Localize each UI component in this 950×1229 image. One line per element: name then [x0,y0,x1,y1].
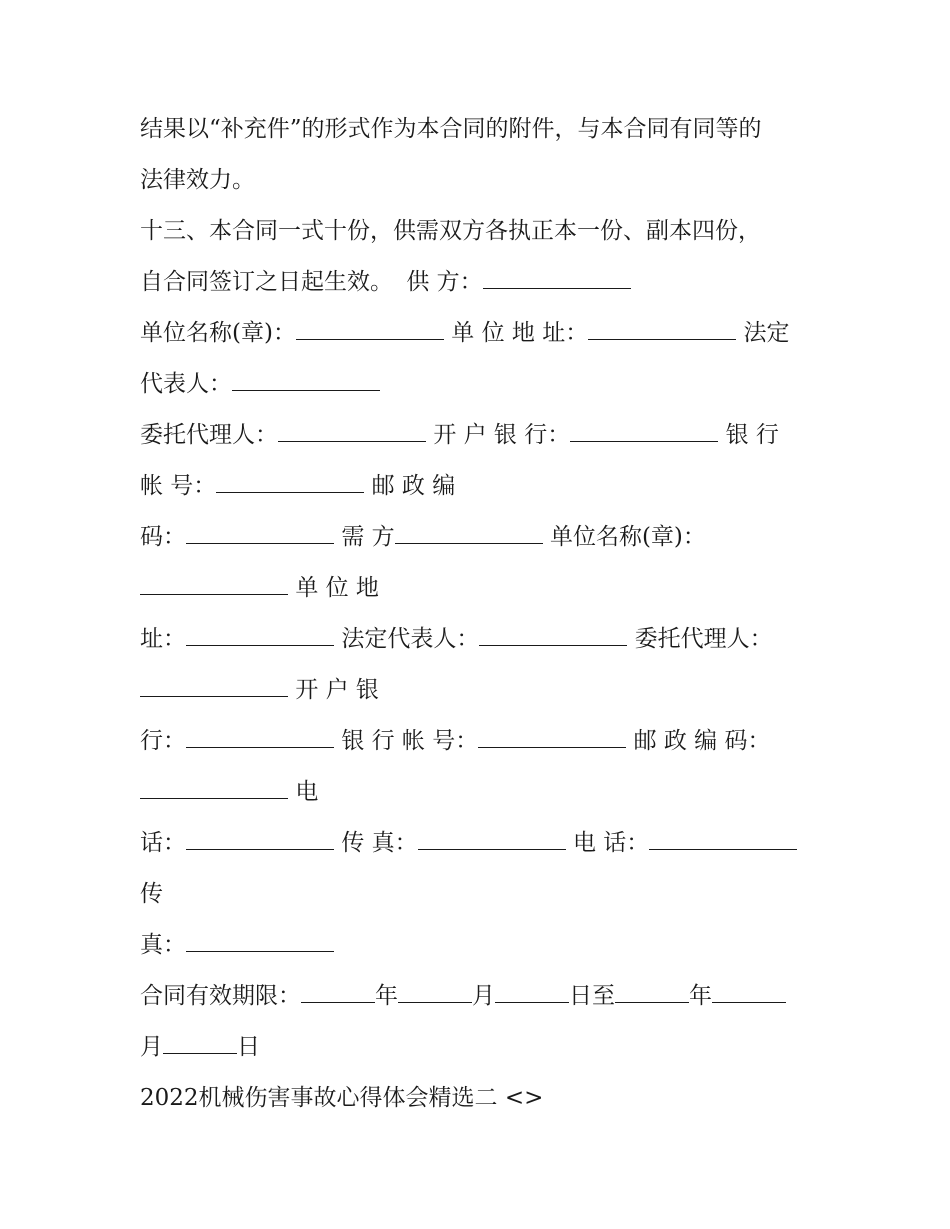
year-label: 年 [375,983,398,1009]
supplier-account-blank[interactable] [216,474,364,493]
text-line [140,1022,820,1073]
supplier-agent-label: 委托代理人： [140,422,278,448]
text-line [140,206,820,257]
supplier-legal-rep-blank[interactable] [232,372,380,391]
text-line [140,920,820,971]
supplier-legal-rep-label: 法定 [743,320,790,346]
buyer-fax2-label: 传 [140,881,163,907]
buyer-phone2-blank[interactable] [649,831,797,850]
month-label: 月 [140,1034,163,1060]
end-year-blank[interactable] [615,984,689,1003]
contract-page [140,104,820,1124]
buyer-unit-name-blank[interactable] [140,576,288,595]
text-line [140,1073,820,1124]
buyer-agent-label: 委托代理人： [634,626,773,652]
start-year-blank[interactable] [301,984,375,1003]
text-line [140,512,820,563]
end-month-blank[interactable] [712,984,786,1003]
buyer-account-blank[interactable] [478,729,626,748]
buyer-bank-label: 开 户 银 [295,677,379,703]
clause-12-text: 结果以“补充件”的形式作为本合同的附件，与本合同有同等的 [140,116,762,142]
next-section-title: 2022机械伤害事故心得体会精选二 <> [140,1085,544,1111]
buyer-bank-blank[interactable] [186,729,334,748]
supplier-bank-label: 开 户 银 行： [433,422,571,448]
text-line [140,359,820,410]
buyer-label: 需 方 [341,524,395,550]
text-line [140,257,820,308]
validity-label: 合同有效期限： [140,983,301,1009]
clause-13-text: 十三、本合同一式十份，供需双方各执正本一份、副本四份， [140,218,761,244]
supplier-bank-blank[interactable] [570,423,718,442]
buyer-account-label: 银 行 帐 号： [341,728,479,754]
supplier-account-label: 银 行 [725,422,779,448]
text-line [140,767,820,818]
supplier-agent-blank[interactable] [278,423,426,442]
buyer-fax2-blank[interactable] [186,933,334,952]
text-line [140,818,820,869]
year-label: 年 [689,983,712,1009]
buyer-phone2-label: 电 话： [572,830,650,856]
supplier-blank[interactable] [483,270,631,289]
buyer-unit-address-label: 单 位 地 [295,575,379,601]
supplier-unit-address-blank[interactable] [588,321,736,340]
buyer-unit-address-label: 址： [140,626,186,652]
supplier-postcode-label: 邮 政 编 [371,473,456,499]
buyer-fax-label: 传 真： [341,830,418,856]
text-line [140,716,820,767]
month-label: 月 [472,983,495,1009]
text-line [140,155,820,206]
supplier-unit-name-blank[interactable] [296,321,444,340]
start-month-blank[interactable] [398,984,472,1003]
text-line [140,614,820,665]
text-line [140,563,820,614]
supplier-account-label: 帐 号： [140,473,217,499]
buyer-phone-label: 电 [295,779,319,805]
buyer-legal-rep-label: 法定代表人： [341,626,480,652]
text-line [140,461,820,512]
buyer-fax2-label: 真： [140,932,186,958]
buyer-postcode-blank[interactable] [140,780,288,799]
day-label: 日 [237,1034,260,1060]
buyer-bank-label: 行： [140,728,186,754]
text-line [140,971,820,1022]
supplier-postcode-blank[interactable] [186,525,334,544]
supplier-unit-address-label: 单 位 地 址： [451,320,589,346]
end-day-blank[interactable] [163,1035,237,1054]
start-day-blank[interactable] [495,984,569,1003]
text-line [140,869,820,920]
clause-12-text: 法律效力。 [140,167,255,193]
text-line [140,104,820,155]
buyer-fax-blank[interactable] [418,831,566,850]
buyer-postcode-label: 邮 政 编 码： [633,728,771,754]
text-line [140,410,820,461]
buyer-unit-address-blank[interactable] [186,627,334,646]
buyer-unit-name-label: 单位名称(章)： [549,524,706,550]
clause-13-text: 自合同签订之日起生效。 [140,269,393,295]
supplier-unit-name-label: 单位名称(章)： [140,320,296,346]
supplier-label: 供 方： [406,269,483,295]
buyer-blank[interactable] [395,525,543,544]
day-to-label: 日至 [569,983,615,1009]
text-line [140,308,820,359]
supplier-legal-rep-label: 代表人： [140,371,232,397]
text-line [140,665,820,716]
buyer-phone-label: 话： [140,830,186,856]
buyer-legal-rep-blank[interactable] [479,627,627,646]
buyer-phone-blank[interactable] [186,831,334,850]
buyer-agent-blank[interactable] [140,678,288,697]
supplier-postcode-label: 码： [140,524,186,550]
